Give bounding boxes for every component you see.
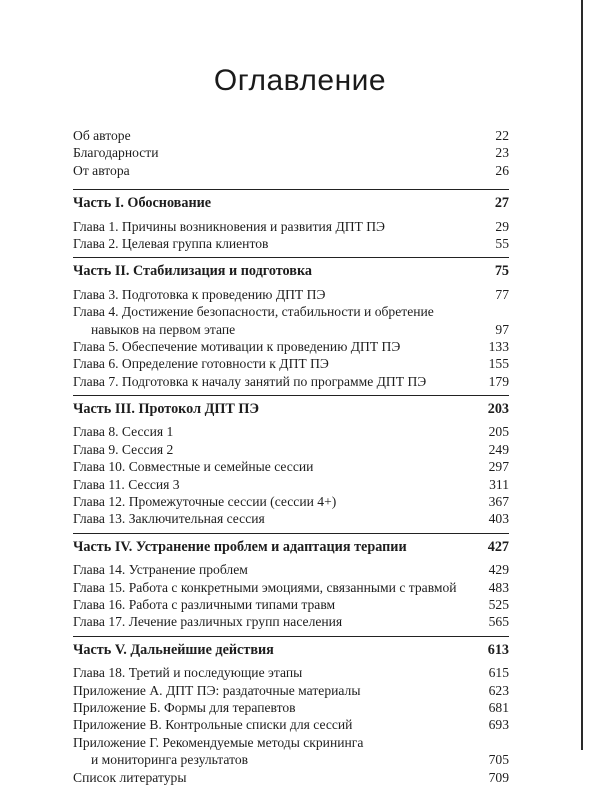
toc-entry	[73, 716, 509, 733]
toc-entry-label: и мониторинга результатов	[91, 752, 249, 768]
toc-page-number: 22	[495, 128, 509, 143]
toc-page-number: 525	[488, 596, 509, 612]
section-divider	[73, 395, 509, 396]
toc-page-number: 27	[494, 195, 509, 212]
toc-entry	[73, 699, 509, 716]
toc-entry	[73, 338, 509, 355]
toc-part-heading	[73, 642, 509, 659]
toc-page-number: 565	[488, 614, 509, 630]
toc-page-number: 297	[488, 459, 509, 475]
toc-page-number: 75	[494, 263, 509, 280]
toc-part-heading	[73, 195, 509, 212]
toc-entry-label: Глава 17. Лечение различных групп населения	[73, 614, 343, 630]
toc-entry	[73, 493, 509, 510]
toc-page-number: 249	[488, 441, 509, 457]
toc-entry	[73, 144, 509, 161]
toc-entry	[73, 664, 509, 681]
toc-entry-label: Глава 18. Третий и последующие этапы	[73, 665, 303, 681]
toc-part-label: Часть III. Протокол ДПТ ПЭ	[73, 401, 260, 418]
toc-entry	[73, 162, 509, 179]
toc-part-label: Часть IV. Устранение проблем и адаптация терапии	[73, 538, 407, 555]
toc-entry	[73, 596, 509, 613]
toc-page-number: 681	[488, 699, 509, 715]
toc-entry-label: Глава 3. Подготовка к проведению ДПТ ПЭ	[73, 286, 326, 302]
toc-page-number: 613	[487, 641, 509, 658]
toc-entry	[73, 682, 509, 699]
toc-page-number: 203	[487, 401, 509, 418]
toc-page-number: 29	[495, 218, 509, 234]
toc-entry	[73, 423, 509, 440]
toc-entry-label: Глава 13. Заключительная сессия	[73, 511, 265, 527]
toc-page-number: 403	[488, 511, 509, 527]
toc-part-heading	[73, 263, 509, 280]
toc-entry	[73, 613, 509, 630]
toc-page-number: 623	[488, 682, 509, 698]
toc-page-number: 429	[488, 562, 509, 578]
toc-entry-label: Глава 4. Достижение безопасности, стабильности и обретение	[73, 304, 434, 320]
toc-page-number: 179	[488, 373, 509, 389]
toc-entry-label: Приложение Б. Формы для терапевтов	[73, 699, 296, 715]
toc-part-label: Часть I. Обоснование	[73, 195, 212, 212]
toc-entry	[73, 235, 509, 252]
toc-entry-label: Глава 12. Промежуточные сессии (сессии 4+)	[73, 494, 337, 510]
toc-entry	[73, 751, 509, 768]
toc-entry-label: Глава 1. Причины возникновения и развития ДПТ ПЭ	[73, 218, 386, 234]
toc-page-number: 693	[488, 717, 509, 733]
toc-entry	[73, 441, 509, 458]
toc-entry	[73, 127, 509, 144]
toc-entry-label: Об авторе	[73, 128, 131, 143]
toc-page-number: 205	[488, 424, 509, 440]
toc-entry	[73, 218, 509, 235]
toc-entry	[73, 458, 509, 475]
toc-page-number: 23	[495, 145, 509, 161]
toc-page-number: 483	[488, 579, 509, 595]
toc-entry-label: От автора	[73, 162, 130, 178]
section-divider	[73, 189, 509, 190]
toc-entry-label: Глава 5. Обеспечение мотивации к проведению ДПТ ПЭ	[73, 338, 401, 354]
toc-entry	[73, 734, 509, 751]
toc-entry-label: Глава 14. Устранение проблем	[73, 562, 248, 578]
toc-part-heading	[73, 539, 509, 556]
toc-entry-label: Приложение А. ДПТ ПЭ: раздаточные материалы	[73, 682, 361, 698]
section-divider	[73, 257, 509, 258]
toc-page-number: 155	[488, 356, 509, 372]
toc-part-label: Часть II. Стабилизация и подготовка	[73, 263, 313, 280]
toc-page-number: 26	[495, 162, 509, 178]
toc-page-number: 55	[495, 235, 509, 251]
page-edge-line	[581, 0, 583, 750]
toc-page-number: 705	[488, 752, 509, 768]
toc-entry-label: Глава 9. Сессия 2	[73, 441, 174, 457]
toc-page-number: 77	[495, 286, 509, 302]
toc-entry	[73, 355, 509, 372]
toc-entry	[73, 476, 509, 493]
toc-page-number: 427	[487, 538, 509, 555]
section-divider	[73, 636, 509, 637]
toc-page-number: 367	[488, 494, 509, 510]
toc-entry	[73, 579, 509, 596]
toc-entry-label: Приложение Г. Рекомендуемые методы скрининга	[73, 734, 364, 750]
toc-entry	[73, 286, 509, 303]
toc-entry-label: Глава 16. Работа с различными типами травм	[73, 596, 336, 612]
toc-entry-label: Глава 2. Целевая группа клиентов	[73, 235, 269, 251]
section-divider	[73, 533, 509, 534]
toc-entry-label: Приложение В. Контрольные списки для сессий	[73, 717, 353, 733]
page-title: Оглавление	[213, 64, 387, 98]
toc-entry	[73, 510, 509, 527]
toc-page-number: 615	[488, 665, 509, 681]
toc-entry-label: Глава 11. Сессия 3	[73, 476, 180, 492]
toc-entry	[73, 769, 509, 786]
toc-page-number: 311	[489, 476, 509, 492]
toc-entry-label: Благодарности	[73, 145, 159, 161]
toc-entry-label: Глава 10. Совместные и семейные сессии	[73, 459, 314, 475]
toc-part-heading	[73, 401, 509, 418]
toc-entry	[73, 373, 509, 390]
toc-entry	[73, 303, 509, 320]
toc-entry	[73, 321, 509, 338]
table-of-contents	[73, 127, 509, 786]
toc-page-number: 97	[495, 321, 509, 337]
toc-entry-label: Глава 15. Работа с конкретными эмоциями, связанными с травмой	[73, 579, 457, 595]
toc-entry-label: Глава 7. Подготовка к началу занятий по программе ДПТ ПЭ	[73, 373, 427, 389]
toc-entry-label: Глава 8. Сессия 1	[73, 424, 174, 440]
toc-page-number: 709	[488, 769, 509, 785]
toc-entry-label: Глава 6. Определение готовности к ДПТ ПЭ	[73, 356, 329, 372]
toc-entry-label: Список литературы	[73, 769, 187, 785]
toc-part-label: Часть V. Дальнейшие действия	[73, 641, 274, 658]
toc-entry-label: навыков на первом этапе	[91, 321, 236, 337]
toc-page-number: 133	[488, 338, 509, 354]
toc-entry	[73, 561, 509, 578]
